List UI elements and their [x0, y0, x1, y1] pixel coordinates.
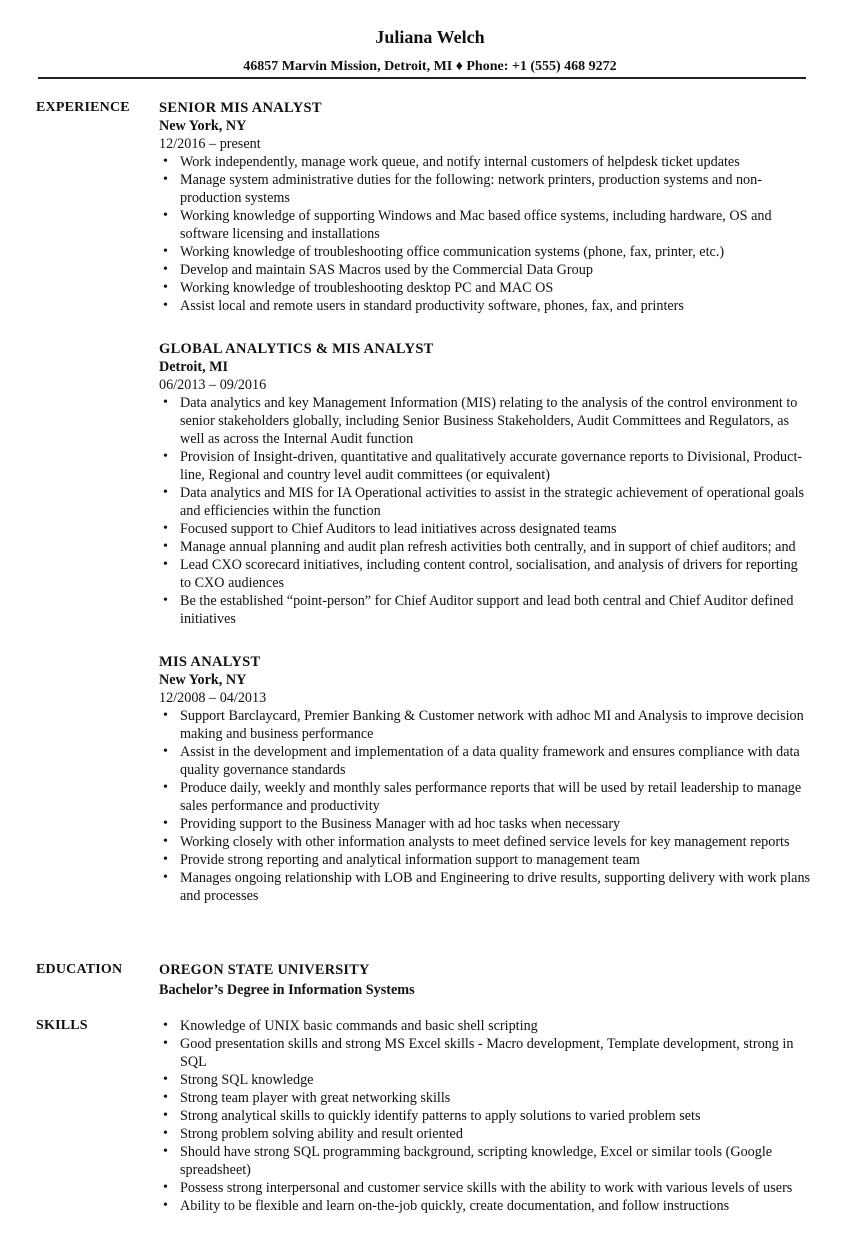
experience-jobs [159, 99, 819, 930]
job-bullet: • Manage annual planning and audit plan refresh activities both centrally, and in support of chief auditors; and [159, 538, 812, 556]
job-bullet: • Working knowledge of troubleshooting desktop PC and MAC OS [159, 279, 812, 297]
job-location: Detroit, MI [159, 359, 229, 375]
job-bullet: • Assist in the development and implementation of a data quality framework and ensures compliance with data quality governance standards [159, 743, 812, 779]
skill-item: • Possess strong interpersonal and customer service skills with the ability to work with various levels of users [159, 1179, 812, 1197]
skill-item: • Knowledge of UNIX basic commands and basic shell scripting [159, 1017, 812, 1035]
job-bullet: • Working knowledge of troubleshooting office communication systems (phone, fax, printer, etc.) [159, 243, 812, 261]
skills-body [159, 1017, 819, 1215]
job-bullets [159, 394, 819, 628]
job-entry [159, 340, 819, 628]
education-school: OREGON STATE UNIVERSITY [159, 962, 370, 978]
candidate-name: Juliana Welch [375, 27, 485, 47]
job-bullet: • Be the established “point-person” for Chief Auditor support and lead both central and Chief Auditor defined initiatives [159, 592, 812, 628]
job-bullet: • Lead CXO scorecard initiatives, including content control, socialisation, and analysis of drivers for reporting to CXO audiences [159, 556, 812, 592]
job-bullet: • Provide strong reporting and analytical information support to management team [159, 851, 812, 869]
job-bullet: • Providing support to the Business Manager with ad hoc tasks when necessary [159, 815, 812, 833]
job-bullets [159, 153, 819, 315]
job-bullets [159, 707, 819, 905]
job-bullet: • Focused support to Chief Auditors to lead initiatives across designated teams [159, 520, 812, 538]
job-bullet: • Support Barclaycard, Premier Banking & Customer network with adhoc MI and Analysis to improve decision making and business performance [159, 707, 812, 743]
contact-line: 46857 Marvin Mission, Detroit, MI ♦ Phone: +1 (555) 468 9272 [243, 59, 617, 74]
job-dates: 06/2013 – 09/2016 [159, 377, 267, 393]
job-dates: 12/2016 – present [159, 136, 261, 152]
job-location: New York, NY [159, 672, 247, 688]
skill-item: • Ability to be flexible and learn on-the-job quickly, create documentation, and follow instructions [159, 1197, 812, 1215]
job-bullet: • Manage system administrative duties for the following: network printers, production systems and non-production systems [159, 171, 812, 207]
job-title: GLOBAL ANALYTICS & MIS ANALYST [159, 341, 434, 357]
skill-item: • Strong problem solving ability and result oriented [159, 1125, 812, 1143]
job-bullet: • Work independently, manage work queue, and notify internal customers of helpdesk ticket updates [159, 153, 812, 171]
skill-item: • Strong SQL knowledge [159, 1071, 812, 1089]
education-body [159, 961, 819, 999]
skills-list [159, 1017, 819, 1215]
job-entry [159, 99, 819, 315]
job-bullet: • Develop and maintain SAS Macros used by the Commercial Data Group [159, 261, 812, 279]
header-divider [38, 77, 806, 79]
experience-label: EXPERIENCE [36, 100, 130, 115]
job-bullet: • Assist local and remote users in standard productivity software, phones, fax, and printers [159, 297, 812, 315]
skill-item: • Strong analytical skills to quickly identify patterns to apply solutions to varied problem sets [159, 1107, 812, 1125]
skill-item: • Should have strong SQL programming background, scripting knowledge, Excel or similar tools (Google spreadsheet) [159, 1143, 812, 1179]
job-bullet: • Produce daily, weekly and monthly sales performance reports that will be used by retail leadership to manage sales performance and productivity [159, 779, 812, 815]
job-bullet: • Working knowledge of supporting Windows and Mac based office systems, including hardware, OS and software licensing and installations [159, 207, 812, 243]
job-location: New York, NY [159, 118, 247, 134]
education-degree: Bachelor’s Degree in Information Systems [159, 982, 415, 998]
skill-item: • Strong team player with great networking skills [159, 1089, 812, 1107]
job-bullet: • Data analytics and MIS for IA Operational activities to assist in the strategic achievement of operational goals and efficiencies within the function [159, 484, 812, 520]
job-bullet: • Data analytics and key Management Information (MIS) relating to the analysis of the control environment to senior stakeholders globally, including Senior Business Stakeholders, Audit Committees and Regulators, as well as across the Internal Audit function [159, 394, 812, 448]
skill-item: • Good presentation skills and strong MS Excel skills - Macro development, Template development, strong in SQL [159, 1035, 812, 1071]
job-bullet: • Manages ongoing relationship with LOB and Engineering to drive results, supporting delivery with work plans and processes [159, 869, 812, 905]
skills-label: SKILLS [36, 1018, 88, 1033]
education-label: EDUCATION [36, 962, 123, 977]
job-title: SENIOR MIS ANALYST [159, 100, 322, 116]
job-entry [159, 653, 819, 905]
job-title: MIS ANALYST [159, 654, 261, 670]
job-bullet: • Provision of Insight-driven, quantitative and qualitatively accurate governance reports to Divisional, Product-line, Regional and country level audit committees (or equivalent) [159, 448, 812, 484]
job-dates: 12/2008 – 04/2013 [159, 690, 267, 706]
job-bullet: • Working closely with other information analysts to meet defined service levels for key management reports [159, 833, 812, 851]
